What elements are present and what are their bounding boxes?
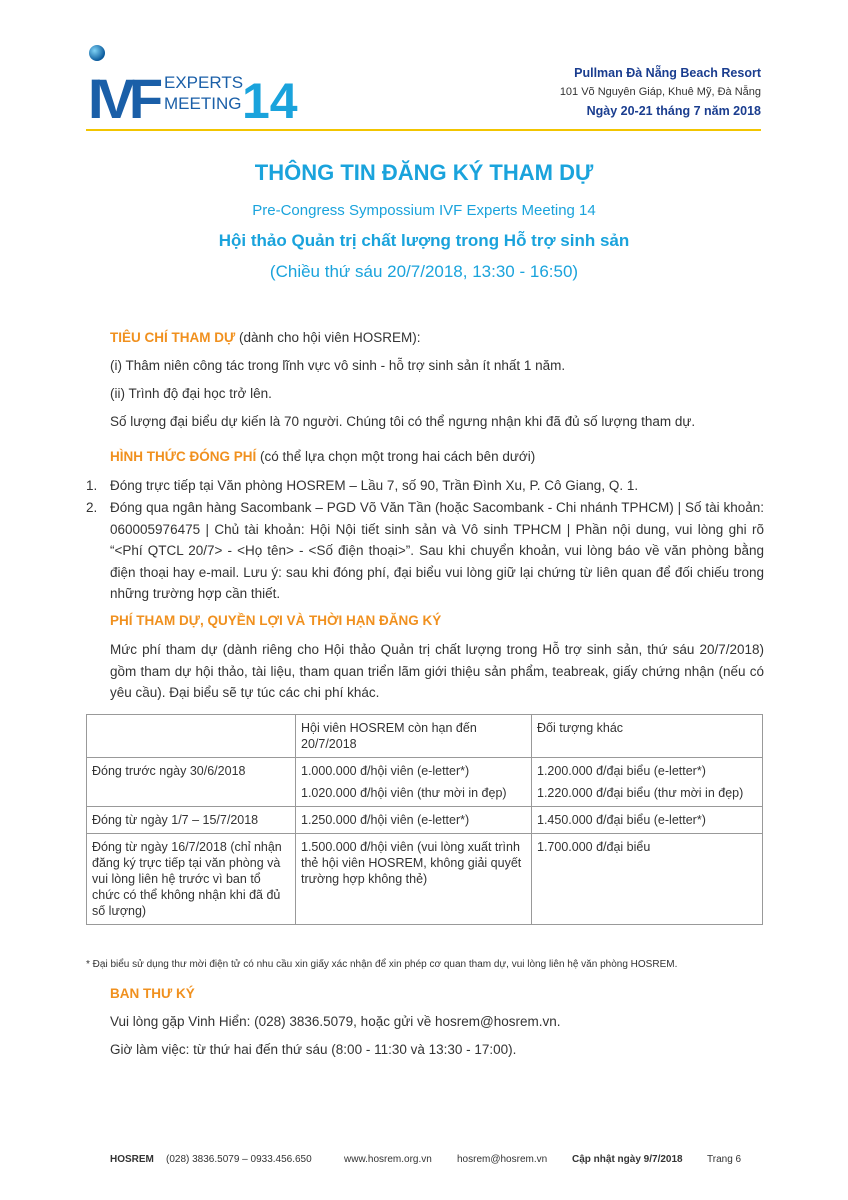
table-cell-period: Đóng từ ngày 1/7 – 15/7/2018: [87, 807, 296, 834]
secretariat-hours: Giờ làm việc: từ thứ hai đến thứ sáu (8:00 - 11:30 và 13:30 - 17:00).: [110, 1042, 517, 1057]
criteria-heading-note: (dành cho hội viên HOSREM):: [235, 330, 421, 345]
table-row: [87, 807, 763, 834]
table-header-cell: Đối tượng khác: [532, 715, 763, 758]
table-header-cell: Hội viên HOSREM còn hạn đến 20/7/2018: [296, 715, 532, 758]
footer-email[interactable]: hosrem@hosrem.vn: [457, 1154, 548, 1165]
table-cell-member: 1.500.000 đ/hội viên (vui lòng xuất trình thẻ hội viên HOSREM, không giải quyết trường hợp không thẻ): [296, 834, 532, 925]
table-header-row: [87, 715, 763, 758]
table-cell-other: 1.450.000 đ/đại biểu (e-letter*): [532, 807, 763, 834]
table-cell-member: 1.250.000 đ/hội viên (e-letter*): [296, 807, 532, 834]
svg-text:IVF: IVF: [88, 67, 158, 122]
fees-footnote: * Đại biểu sử dụng thư mời điện tử có nhu cầu xin giấy xác nhận để xin phép cơ quan tham dự, vui lòng liên hệ văn phòng HOSREM.: [86, 959, 678, 970]
payment-item-1: Đóng trực tiếp tại Văn phòng HOSREM – Lầu 7, số 90, Trần Đình Xu, P. Cô Giang, Q. 1.: [110, 478, 639, 493]
table-row: [87, 834, 763, 925]
footer-updated: Cập nhật ngày 9/7/2018: [572, 1154, 683, 1165]
criteria-capacity: Số lượng đại biểu dự kiến là 70 người. Chúng tôi có thể ngưng nhận khi đã đủ số lượng tham dự.: [110, 414, 696, 429]
payment-item-2: Đóng qua ngân hàng Sacombank – PGD Võ Văn Tần (hoặc Sacombank - Chi nhánh TPHCM) | Số tài khoản: 060005976475 | Chủ tài khoản: Hội Nội tiết sinh sản và Vô sinh TPHCM | Phần nội dung, vui lòng ghi rõ “<Phí QTCL 20/7> - <Họ tên> - <Số điện thoại>”. Sau khi chuyển khoản, vui lòng báo về văn phòng bằng điện thoại hay e-mail. Lưu ý: sau khi đóng phí, đại biểu vui lòng giữ lại chứng từ liên quan để đối chiếu trong những trường hợp cần thiết.: [110, 500, 764, 601]
criteria-heading-line: [110, 330, 421, 345]
venue-date: Ngày 20-21 tháng 7 năm 2018: [586, 104, 761, 118]
footer-org: HOSREM: [110, 1154, 154, 1165]
fees-table: [86, 714, 763, 925]
criteria-item-1: (i) Thâm niên công tác trong lĩnh vực vô sinh - hỗ trợ sinh sản ít nhất 1 năm.: [110, 358, 566, 373]
svg-text:EXPERTS: EXPERTS: [164, 73, 244, 92]
table-cell-period: Đóng trước ngày 30/6/2018: [87, 758, 296, 807]
secretariat-heading: BAN THƯ KÝ: [110, 986, 195, 1001]
payment-heading: HÌNH THỨC ĐÓNG PHÍ: [110, 449, 257, 464]
footer-page-number: Trang 6: [707, 1154, 742, 1165]
payment-heading-note: (có thể lựa chọn một trong hai cách bên dưới): [256, 449, 536, 464]
ivf-experts-meeting-logo: [86, 42, 301, 122]
secretariat-contact: Vui lòng gặp Vinh Hiển: (028) 3836.5079, hoặc gửi về hosrem@hosrem.vn.: [110, 1014, 561, 1029]
payment-item-2-number: 2.: [86, 500, 98, 515]
subtitle-time: (Chiều thứ sáu 20/7/2018, 13:30 - 16:50): [269, 262, 579, 281]
payment-heading-line: [110, 449, 535, 464]
footer-phone: (028) 3836.5079 – 0933.456.650: [166, 1154, 312, 1165]
page-title: THÔNG TIN ĐĂNG KÝ THAM DỰ: [254, 160, 594, 185]
venue-address: 101 Võ Nguyên Giáp, Khuê Mỹ, Đà Nẵng: [559, 86, 761, 98]
criteria-item-2: (ii) Trình độ đại học trở lên.: [110, 386, 272, 401]
subtitle-symposium: Pre-Congress Sympossium IVF Experts Meeting 14: [252, 202, 596, 219]
footer-website[interactable]: www.hosrem.org.vn: [344, 1154, 432, 1165]
table-cell-period: Đóng từ ngày 16/7/2018 (chỉ nhận đăng ký trực tiếp tại văn phòng và vui lòng liên hệ trước vì ban tổ chức có thể không nhận khi đã đủ số lượng): [87, 834, 296, 925]
venue-block: [560, 66, 761, 118]
venue-name: Pullman Đà Nẵng Beach Resort: [574, 66, 761, 80]
fees-description: Mức phí tham dự (dành riêng cho Hội thảo Quản trị chất lượng trong Hỗ trợ sinh sản, thứ sáu 20/7/2018) gồm tham dự hội thảo, tài liệu, tham quan triển lãm giới thiệu sản phẩm, teabreak, giấy chứng nhận (nếu có yêu cầu). Đại biểu sẽ tự túc các chi phí khác.: [110, 642, 764, 700]
subtitle-workshop: Hội thảo Quản trị chất lượng trong Hỗ trợ sinh sản: [218, 231, 630, 250]
table-cell-other: 1.700.000 đ/đại biểu: [532, 834, 763, 925]
fees-heading: PHÍ THAM DỰ, QUYỀN LỢI VÀ THỜI HẠN ĐĂNG KÝ: [110, 613, 442, 628]
payment-item-1-number: 1.: [86, 478, 98, 493]
table-cell-other: 1.200.000 đ/đại biểu (e-letter*) 1.220.000 đ/đại biểu (thư mời in đẹp): [532, 758, 763, 807]
header-divider: [86, 129, 761, 131]
criteria-heading: TIÊU CHÍ THAM DỰ: [110, 330, 236, 345]
svg-text:MEETING: MEETING: [164, 94, 242, 113]
svg-text:14: 14: [242, 73, 298, 122]
table-row: [87, 758, 763, 807]
table-header-cell: [87, 715, 296, 758]
table-cell-member: 1.000.000 đ/hội viên (e-letter*) 1.020.000 đ/hội viên (thư mời in đẹp): [296, 758, 532, 807]
